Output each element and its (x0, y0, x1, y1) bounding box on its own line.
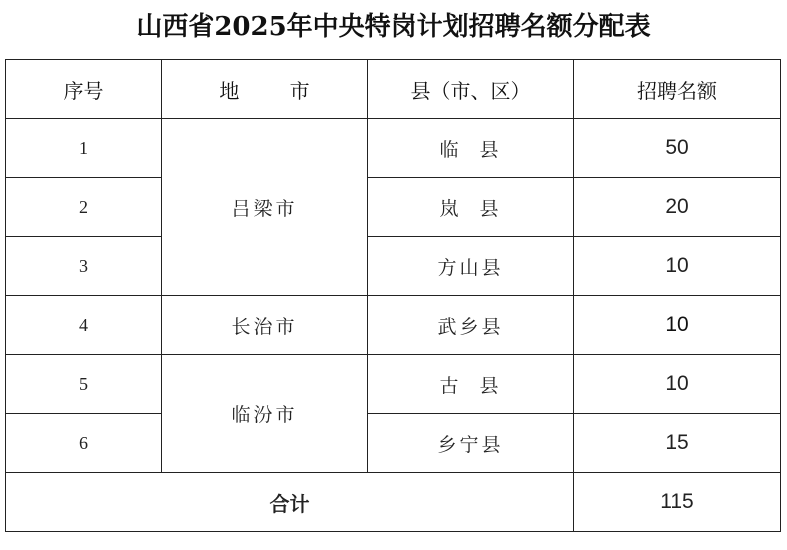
county-cell: 古 县 (368, 355, 574, 414)
table-row (6, 355, 781, 414)
row-index: 6 (6, 414, 162, 473)
quota-cell: 50 (574, 119, 781, 178)
page-title: 山西省2025年中央特岗计划招聘名额分配表 (136, 12, 651, 42)
quota-cell: 15 (574, 414, 781, 473)
total-value: 115 (574, 473, 781, 532)
quota-table (5, 59, 781, 532)
row-index: 5 (6, 355, 162, 414)
quota-cell: 10 (574, 237, 781, 296)
city-cell: 长治市 (162, 296, 368, 355)
total-row (6, 473, 781, 532)
row-index: 4 (6, 296, 162, 355)
row-index: 3 (6, 237, 162, 296)
quota-cell: 10 (574, 355, 781, 414)
table-row (6, 119, 781, 178)
table-row (6, 296, 781, 355)
row-index: 1 (6, 119, 162, 178)
table-row (6, 178, 781, 237)
header-index: 序号 (6, 60, 162, 119)
header-county: 县（市、区） (368, 60, 574, 119)
table-header-row (6, 60, 781, 119)
county-cell: 岚 县 (368, 178, 574, 237)
total-label: 合计 (6, 473, 574, 532)
city-cell: 吕梁市 (162, 119, 368, 296)
table-row (6, 414, 781, 473)
header-city: 地 市 (162, 60, 368, 119)
table-row (6, 237, 781, 296)
county-cell: 武乡县 (368, 296, 574, 355)
header-quota: 招聘名额 (574, 60, 781, 119)
county-cell: 方山县 (368, 237, 574, 296)
county-cell: 临 县 (368, 119, 574, 178)
row-index: 2 (6, 178, 162, 237)
city-cell: 临汾市 (162, 355, 368, 473)
quota-cell: 10 (574, 296, 781, 355)
quota-cell: 20 (574, 178, 781, 237)
county-cell: 乡宁县 (368, 414, 574, 473)
